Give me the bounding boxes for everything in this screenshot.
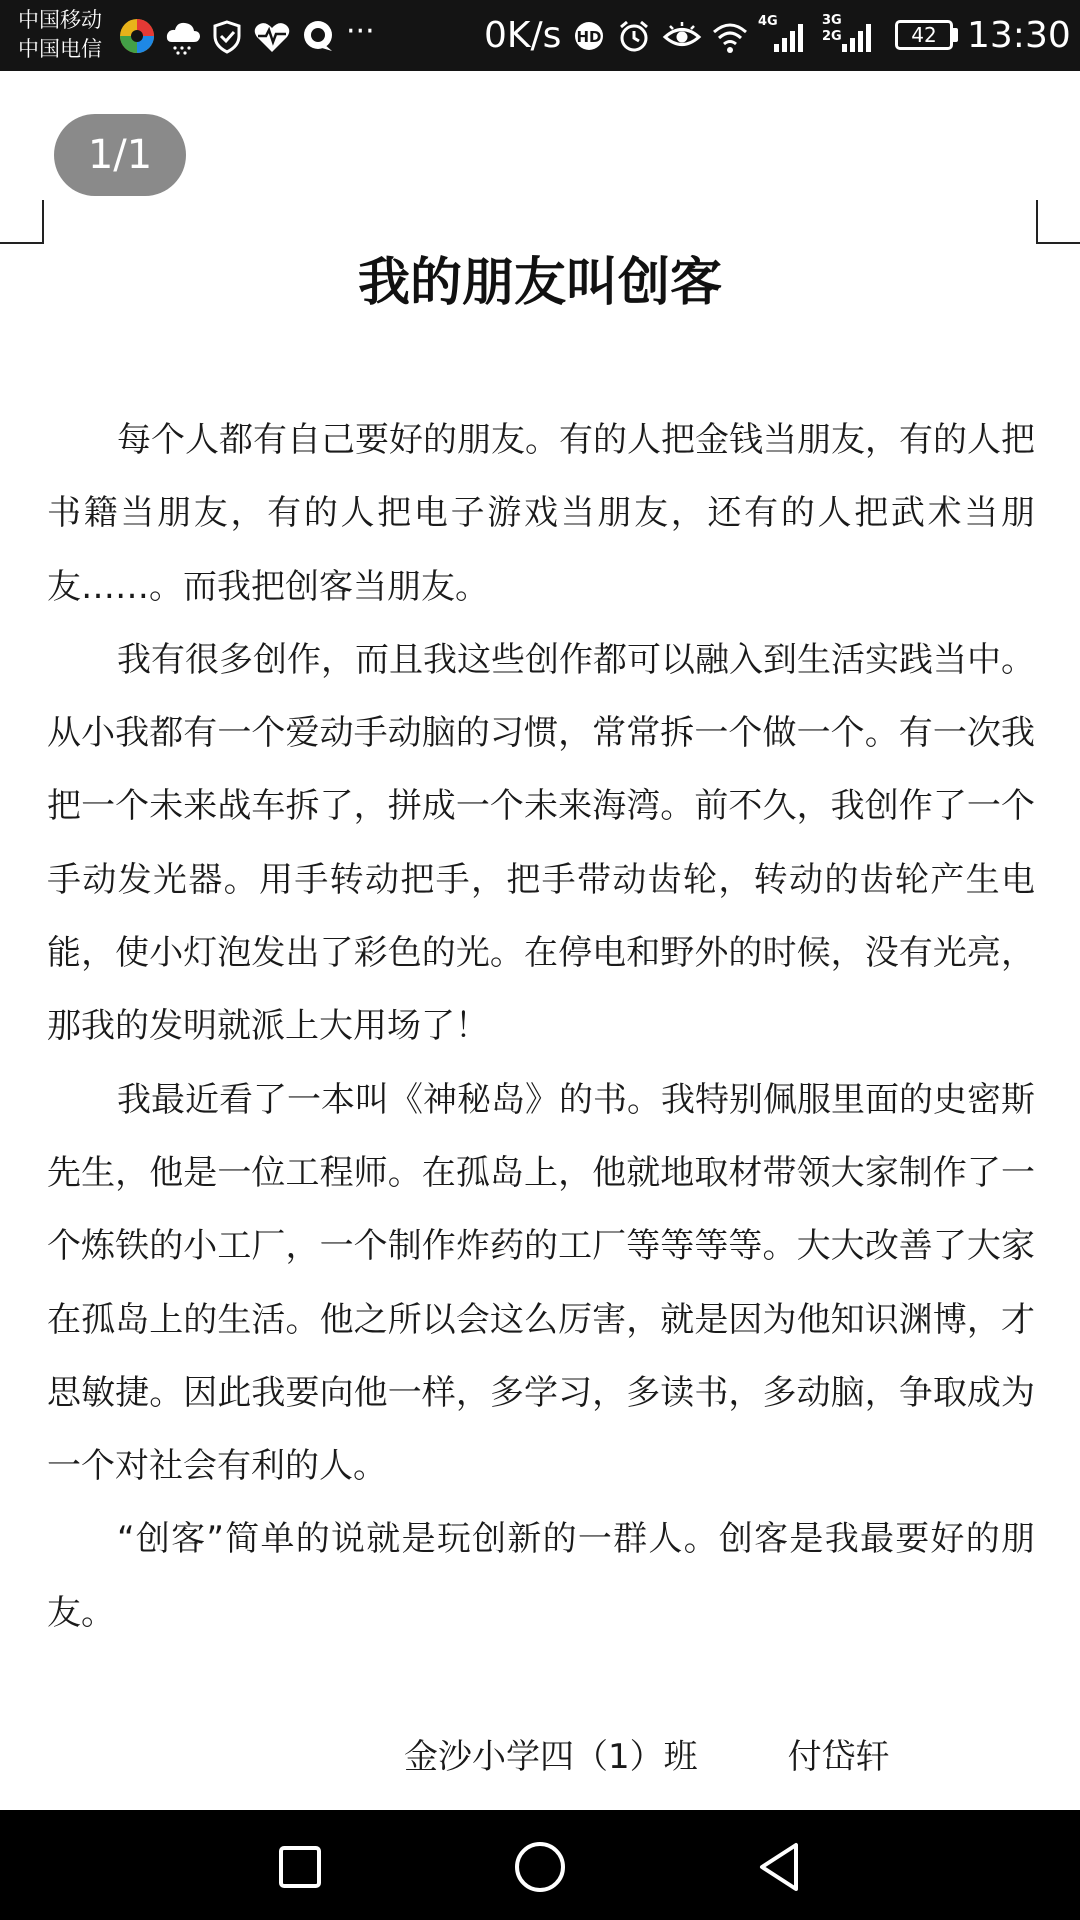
paragraph-3: 我最近看了一本叫《神秘岛》的书。我特别佩服里面的史密斯先生，他是一位工程师。在孤岛上，他就地取材带领大家制作了一个炼铁的小工厂，一个制作炸药的工厂等等等等。大大改善了大家在孤岛上的生活。他之所以会这么厉害，就是因为他知识渊博，才思敏捷。因此我要向他一样，多学习，多读书，多动脑，争取成为一个对社会有利的人。 (47, 1079, 1035, 1487)
eye-icon (662, 14, 702, 58)
home-button[interactable] (505, 1832, 575, 1902)
hd-icon (572, 14, 606, 58)
network-4g-label: 4G (758, 14, 778, 29)
signal-3g-icon (840, 14, 880, 58)
more-indicator: ··· (346, 14, 375, 49)
network-speed: 0K/s (484, 15, 562, 56)
document-title: 我的朋友叫创客 (357, 253, 722, 313)
shield-icon (210, 14, 244, 58)
navigation-bar (0, 1810, 1080, 1920)
qq-icon (300, 14, 336, 58)
battery-tip (953, 28, 958, 42)
paragraph-2: 我有很多创作，而且我这些创作都可以融入到生活实践当中。从小我都有一个爱动手动脑的习惯，常常拆一个做一个。有一次我把一个未来战车拆了，拼成一个未来海湾。前不久，我创作了一个手动发光器。用手转动把手，把手带动齿轮，转动的齿轮产生电能，使小灯泡发出了彩色的光。在停电和野外的时候，没有光亮，那我的发明就派上大用场了！ (47, 639, 1035, 1047)
square-icon (275, 1842, 325, 1892)
network-3g-label: 3G (822, 13, 842, 28)
status-bar (0, 0, 1080, 71)
battery-icon (895, 20, 953, 50)
wifi-icon (710, 14, 750, 58)
paragraph-1: 每个人都有自己要好的朋友。有的人把金钱当朋友，有的人把书籍当朋友，有的人把电子游戏当朋友，还有的人把武术当朋友……。而我把创客当朋友。 (47, 420, 1035, 607)
page-indicator[interactable]: 1/1 (54, 114, 186, 196)
weather-cloud-icon (164, 14, 202, 58)
signature-line (404, 1722, 890, 1792)
svg-text:HD: HD (576, 28, 602, 46)
browser-icon (116, 14, 158, 58)
alarm-icon (616, 14, 652, 58)
carrier-2: 中国电信 (18, 37, 102, 61)
signature-school: 金沙小学四（1）班 (404, 1737, 698, 1777)
paragraph-4: “创客”简单的说就是玩创新的一群人。创客是我最要好的朋友。 (47, 1519, 1035, 1633)
back-button[interactable] (745, 1832, 815, 1902)
page-corner-mark-right (1036, 200, 1080, 244)
signal-4g-icon (772, 14, 808, 58)
triangle-back-icon (752, 1839, 808, 1895)
clock: 13:30 (967, 15, 1071, 56)
recent-apps-button[interactable] (265, 1832, 335, 1902)
battery-level: 42 (911, 23, 937, 47)
document-body (47, 404, 1035, 1650)
health-heart-icon (252, 14, 292, 58)
page-corner-mark-left (0, 200, 44, 244)
network-2g-label: 2G (822, 29, 842, 44)
signature-author: 付岱轩 (787, 1737, 890, 1777)
carrier-1: 中国移动 (18, 8, 102, 32)
circle-icon (512, 1839, 568, 1895)
